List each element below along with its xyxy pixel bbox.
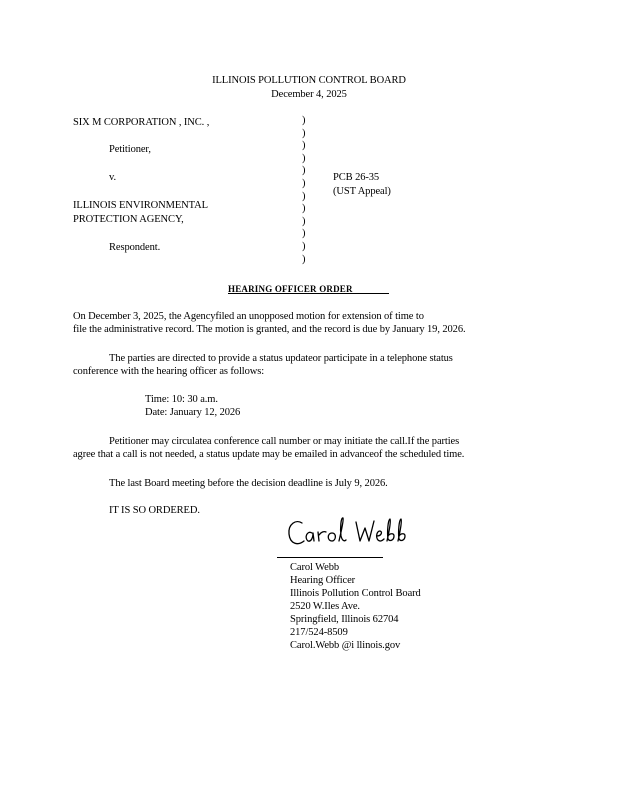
hearing-time: Time: 10: 30 a.m. xyxy=(145,394,218,405)
paren: ) xyxy=(302,127,306,139)
paragraph-4: The last Board meeting before the decision deadline is July 9, 2026. xyxy=(109,478,388,489)
paren: ) xyxy=(302,152,306,164)
signer-email: Carol.Webb @i llinois.gov xyxy=(290,640,401,651)
case-type: (UST Appeal) xyxy=(333,186,391,197)
paren: ) xyxy=(302,190,306,202)
paren: ) xyxy=(302,215,306,227)
signature-line xyxy=(277,557,383,558)
paragraph-2-line-2: conference with the hearing officer as follows: xyxy=(73,366,265,377)
paragraph-3-line-1: Petitioner may circulatea conference call number or may initiate the call.If the parties xyxy=(109,436,460,447)
hearing-date: Date: January 12, 2026 xyxy=(145,407,241,418)
petitioner-name: SIX M CORPORATION , INC. , xyxy=(73,117,210,128)
order-date: December 4, 2025 xyxy=(271,89,347,100)
paren: ) xyxy=(302,115,306,126)
signer-title: Hearing Officer xyxy=(290,575,356,586)
paren: ) xyxy=(302,177,306,189)
hearing-schedule xyxy=(145,393,240,419)
case-number: PCB 26-35 xyxy=(333,172,380,183)
paragraph-2 xyxy=(73,352,453,378)
signer-address-line2: Springfield, Illinois 62704 xyxy=(290,614,399,625)
paragraph-3-line-2: agree that a call is not needed, a status update may be emailed in advanceof the scheduled time. xyxy=(73,449,465,460)
paragraph-3 xyxy=(73,435,464,461)
caption-parentheses xyxy=(302,115,305,266)
signer-phone: 217/524-8509 xyxy=(290,627,348,638)
paragraph-2-line-1: The parties are directed to provide a status updateor participate in a telephone status xyxy=(109,353,453,364)
paren: ) xyxy=(302,228,306,240)
paragraph-1-line-1: On December 3, 2025, the Agencyfiled an unopposed motion for extension of time to xyxy=(73,311,424,322)
order-title: HEARING OFFICER ORDER xyxy=(228,284,353,294)
paren: ) xyxy=(302,203,306,215)
paragraph-1 xyxy=(73,310,466,336)
paren: ) xyxy=(302,140,306,152)
handwritten-signature xyxy=(286,514,416,554)
signer-address-line1: 2520 W.Iles Ave. xyxy=(290,601,360,612)
respondent-name-line1: ILLINOIS ENVIRONMENTAL xyxy=(73,200,208,211)
signer-org: Illinois Pollution Control Board xyxy=(290,588,421,599)
paren: ) xyxy=(302,165,306,177)
order-title-underline xyxy=(228,293,389,294)
petitioner-role: Petitioner, xyxy=(109,144,151,155)
board-heading: ILLINOIS POLLUTION CONTROL BOARD xyxy=(212,75,406,86)
paren: ) xyxy=(302,253,306,265)
so-ordered: IT IS SO ORDERED. xyxy=(109,505,200,516)
respondent-role: Respondent. xyxy=(109,242,161,253)
signature-block xyxy=(290,561,421,652)
paragraph-1-line-2: file the administrative record. The motion is granted, and the record is due by January 19, 2026. xyxy=(73,324,466,335)
paren: ) xyxy=(302,240,306,252)
respondent-name-line2: PROTECTION AGENCY, xyxy=(73,214,184,225)
versus-label: v. xyxy=(109,172,116,183)
signer-name: Carol Webb xyxy=(290,562,339,573)
